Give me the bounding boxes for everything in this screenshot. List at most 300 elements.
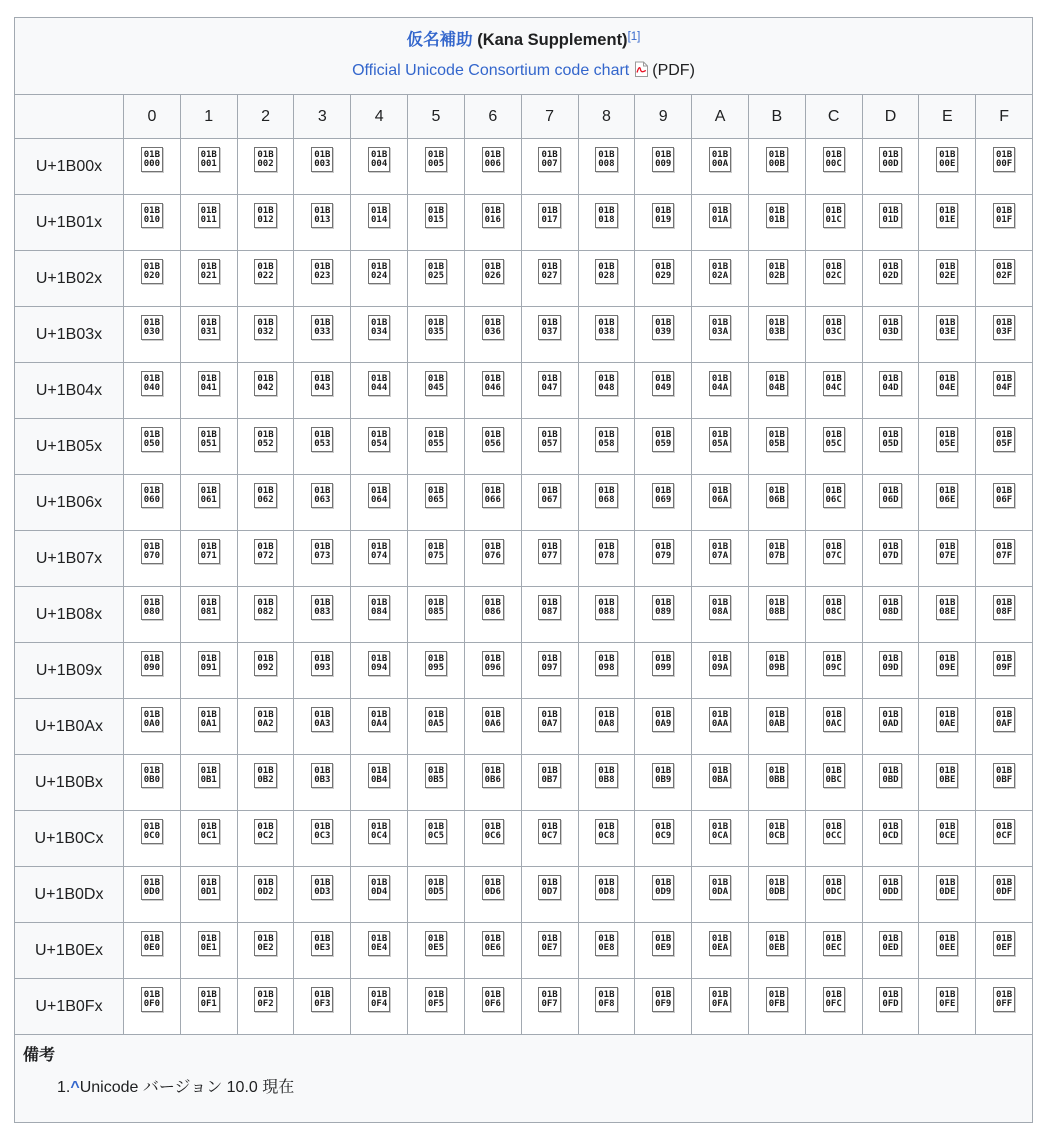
codepoint-cell — [692, 531, 749, 587]
codepoint-cell — [237, 363, 294, 419]
notdef-glyph-box: 01B 0D1 — [198, 875, 220, 900]
codepoint-cell — [862, 811, 919, 867]
codepoint-cell — [748, 531, 805, 587]
codepoint-cell — [294, 979, 351, 1035]
codepoint-cell — [578, 643, 635, 699]
codepoint-cell — [919, 643, 976, 699]
notdef-glyph-box: 01B 0CE — [936, 819, 958, 844]
notdef-glyph-box: 01B 06E — [936, 483, 958, 508]
chart-row — [15, 251, 1033, 307]
corner-cell — [15, 95, 124, 139]
notdef-glyph-box: 01B 0ED — [879, 931, 901, 956]
notdef-glyph-box: 01B 04D — [879, 371, 901, 396]
notdef-glyph-box: 01B 068 — [595, 483, 617, 508]
notdef-glyph-box: 01B 07E — [936, 539, 958, 564]
notdef-glyph-box: 01B 0EC — [823, 931, 845, 956]
notdef-glyph-box: 01B 0A9 — [652, 707, 674, 732]
notdef-glyph-box: 01B 0AB — [766, 707, 788, 732]
notdef-glyph-box: 01B 0FB — [766, 987, 788, 1012]
kana-supplement-link[interactable]: 仮名補助 — [406, 30, 473, 49]
codepoint-cell — [237, 475, 294, 531]
notdef-glyph-box: 01B 0C8 — [595, 819, 617, 844]
codepoint-cell — [976, 363, 1033, 419]
codepoint-cell — [692, 811, 749, 867]
notdef-glyph-box: 01B 03E — [936, 315, 958, 340]
codepoint-cell — [351, 195, 408, 251]
notdef-glyph-box: 01B 0C2 — [254, 819, 276, 844]
notdef-glyph-box: 01B 076 — [482, 539, 504, 564]
codepoint-cell — [692, 307, 749, 363]
codepoint-cell — [237, 867, 294, 923]
notdef-glyph-box: 01B 0CD — [879, 819, 901, 844]
codepoint-cell — [124, 755, 181, 811]
notdef-glyph-box: 01B 029 — [652, 259, 674, 284]
codepoint-cell — [464, 363, 521, 419]
notdef-glyph-box: 01B 0BF — [993, 763, 1015, 788]
notdef-glyph-box: 01B 05C — [823, 427, 845, 452]
codepoint-cell — [748, 251, 805, 307]
notdef-glyph-box: 01B 0E1 — [198, 931, 220, 956]
column-header-row — [15, 95, 1033, 139]
codepoint-cell — [635, 699, 692, 755]
notdef-glyph-box: 01B 025 — [425, 259, 447, 284]
codepoint-cell — [692, 363, 749, 419]
notdef-glyph-box: 01B 0DC — [823, 875, 845, 900]
notdef-glyph-box: 01B 0E8 — [595, 931, 617, 956]
chart-row — [15, 139, 1033, 195]
notdef-glyph-box: 01B 01A — [709, 203, 731, 228]
notdef-glyph-box: 01B 07A — [709, 539, 731, 564]
notdef-glyph-box: 01B 0CF — [993, 819, 1015, 844]
codepoint-cell — [578, 923, 635, 979]
codepoint-cell — [521, 867, 578, 923]
codepoint-cell — [919, 307, 976, 363]
codepoint-cell — [635, 195, 692, 251]
notdef-glyph-box: 01B 0B6 — [482, 763, 504, 788]
notdef-glyph-box: 01B 022 — [254, 259, 276, 284]
codepoint-cell — [351, 643, 408, 699]
notdef-glyph-box: 01B 0AF — [993, 707, 1015, 732]
codepoint-cell — [692, 755, 749, 811]
notdef-glyph-box: 01B 013 — [311, 203, 333, 228]
notdef-glyph-box: 01B 05A — [709, 427, 731, 452]
notdef-glyph-box: 01B 0EF — [993, 931, 1015, 956]
notdef-glyph-box: 01B 0C3 — [311, 819, 333, 844]
codepoint-cell — [976, 867, 1033, 923]
codepoint-cell — [692, 139, 749, 195]
codepoint-cell — [748, 587, 805, 643]
codepoint-cell — [748, 195, 805, 251]
codepoint-cell — [124, 419, 181, 475]
codepoint-cell — [408, 587, 465, 643]
codepoint-cell — [237, 195, 294, 251]
codepoint-cell — [408, 867, 465, 923]
notdef-glyph-box: 01B 07F — [993, 539, 1015, 564]
notdef-glyph-box: 01B 056 — [482, 427, 504, 452]
notdef-glyph-box: 01B 0D7 — [538, 875, 560, 900]
codepoint-cell — [521, 643, 578, 699]
codepoint-cell — [578, 139, 635, 195]
chart-row — [15, 419, 1033, 475]
notdef-glyph-box: 01B 08F — [993, 595, 1015, 620]
codepoint-cell — [976, 531, 1033, 587]
notdef-glyph-box: 01B 0F3 — [311, 987, 333, 1012]
codepoint-cell — [748, 755, 805, 811]
row-header: U+1B0Ex — [15, 923, 124, 979]
notdef-glyph-box: 01B 037 — [538, 315, 560, 340]
codepoint-cell — [237, 923, 294, 979]
notdef-glyph-box: 01B 079 — [652, 539, 674, 564]
title-row — [15, 18, 1033, 95]
notes-row — [15, 1035, 1033, 1123]
notdef-glyph-box: 01B 0F5 — [425, 987, 447, 1012]
codepoint-cell — [976, 475, 1033, 531]
notdef-glyph-box: 01B 081 — [198, 595, 220, 620]
notdef-glyph-box: 01B 0BA — [709, 763, 731, 788]
notdef-glyph-box: 01B 0E5 — [425, 931, 447, 956]
codepoint-cell — [237, 139, 294, 195]
notdef-glyph-box: 01B 0A6 — [482, 707, 504, 732]
codepoint-cell — [862, 251, 919, 307]
notdef-glyph-box: 01B 08E — [936, 595, 958, 620]
codepoint-cell — [521, 307, 578, 363]
notdef-glyph-box: 01B 080 — [141, 595, 163, 620]
codepoint-cell — [124, 475, 181, 531]
codepoint-cell — [748, 643, 805, 699]
notdef-glyph-box: 01B 0B5 — [425, 763, 447, 788]
notdef-glyph-box: 01B 09D — [879, 651, 901, 676]
official-code-chart-link[interactable]: Official Unicode Consortium code chart — [352, 61, 630, 79]
codepoint-cell — [578, 587, 635, 643]
notdef-glyph-box: 01B 05E — [936, 427, 958, 452]
codepoint-cell — [464, 307, 521, 363]
notdef-glyph-box: 01B 0B3 — [311, 763, 333, 788]
codepoint-cell — [862, 195, 919, 251]
notdef-glyph-box: 01B 00F — [993, 147, 1015, 172]
codepoint-cell — [124, 923, 181, 979]
notdef-glyph-box: 01B 069 — [652, 483, 674, 508]
codepoint-cell — [294, 419, 351, 475]
notdef-glyph-box: 01B 0B2 — [254, 763, 276, 788]
codepoint-cell — [748, 419, 805, 475]
codepoint-cell — [919, 251, 976, 307]
notdef-glyph-box: 01B 09A — [709, 651, 731, 676]
codepoint-cell — [805, 419, 862, 475]
notdef-glyph-box: 01B 0F4 — [368, 987, 390, 1012]
notdef-glyph-box: 01B 02F — [993, 259, 1015, 284]
codepoint-cell — [351, 755, 408, 811]
notdef-glyph-box: 01B 00D — [879, 147, 901, 172]
notdef-glyph-box: 01B 053 — [311, 427, 333, 452]
codepoint-cell — [862, 307, 919, 363]
notdef-glyph-box: 01B 0FF — [993, 987, 1015, 1012]
notdef-glyph-box: 01B 05B — [766, 427, 788, 452]
codepoint-cell — [521, 251, 578, 307]
codepoint-cell — [521, 195, 578, 251]
notdef-glyph-box: 01B 003 — [311, 147, 333, 172]
notdef-glyph-box: 01B 055 — [425, 427, 447, 452]
codepoint-cell — [976, 811, 1033, 867]
codepoint-cell — [521, 979, 578, 1035]
notdef-glyph-box: 01B 0FE — [936, 987, 958, 1012]
codepoint-cell — [635, 587, 692, 643]
notdef-glyph-box: 01B 031 — [198, 315, 220, 340]
notdef-glyph-box: 01B 093 — [311, 651, 333, 676]
codepoint-cell — [805, 811, 862, 867]
notdef-glyph-box: 01B 00C — [823, 147, 845, 172]
notdef-glyph-box: 01B 023 — [311, 259, 333, 284]
notdef-glyph-box: 01B 06F — [993, 483, 1015, 508]
codepoint-cell — [692, 699, 749, 755]
notdef-glyph-box: 01B 070 — [141, 539, 163, 564]
codepoint-cell — [748, 139, 805, 195]
notdef-glyph-box: 01B 03C — [823, 315, 845, 340]
notdef-glyph-box: 01B 000 — [141, 147, 163, 172]
notes-section — [15, 1035, 1033, 1123]
notdef-glyph-box: 01B 024 — [368, 259, 390, 284]
notdef-glyph-box: 01B 052 — [254, 427, 276, 452]
column-header-4: 4 — [351, 95, 408, 139]
notdef-glyph-box: 01B 01D — [879, 203, 901, 228]
notdef-glyph-box: 01B 03F — [993, 315, 1015, 340]
notdef-glyph-box: 01B 067 — [538, 483, 560, 508]
codepoint-cell — [635, 251, 692, 307]
codepoint-cell — [124, 531, 181, 587]
codepoint-cell — [919, 419, 976, 475]
footnote-ref-link[interactable]: [1] — [627, 30, 641, 43]
notdef-glyph-box: 01B 08C — [823, 595, 845, 620]
notdef-glyph-box: 01B 0F0 — [141, 987, 163, 1012]
codepoint-cell — [862, 867, 919, 923]
notdef-glyph-box: 01B 015 — [425, 203, 447, 228]
notdef-glyph-box: 01B 041 — [198, 371, 220, 396]
notdef-glyph-box: 01B 08B — [766, 595, 788, 620]
notdef-glyph-box: 01B 03B — [766, 315, 788, 340]
codepoint-cell — [408, 363, 465, 419]
notdef-glyph-box: 01B 020 — [141, 259, 163, 284]
codepoint-cell — [635, 419, 692, 475]
notdef-glyph-box: 01B 010 — [141, 203, 163, 228]
notdef-glyph-box: 01B 028 — [595, 259, 617, 284]
codepoint-cell — [464, 139, 521, 195]
notdef-glyph-box: 01B 0B8 — [595, 763, 617, 788]
codepoint-cell — [976, 195, 1033, 251]
notdef-glyph-box: 01B 0BE — [936, 763, 958, 788]
codepoint-cell — [180, 195, 237, 251]
codepoint-cell — [578, 251, 635, 307]
notdef-glyph-box: 01B 0EB — [766, 931, 788, 956]
codepoint-cell — [692, 195, 749, 251]
notdef-glyph-box: 01B 036 — [482, 315, 504, 340]
row-header: U+1B0Cx — [15, 811, 124, 867]
notdef-glyph-box: 01B 060 — [141, 483, 163, 508]
notdef-glyph-box: 01B 077 — [538, 539, 560, 564]
codepoint-cell — [521, 811, 578, 867]
codepoint-cell — [692, 923, 749, 979]
notdef-glyph-box: 01B 04B — [766, 371, 788, 396]
notdef-glyph-box: 01B 044 — [368, 371, 390, 396]
column-header-B: B — [748, 95, 805, 139]
notdef-glyph-box: 01B 0C5 — [425, 819, 447, 844]
notdef-glyph-box: 01B 0C4 — [368, 819, 390, 844]
pdf-icon[interactable] — [634, 59, 649, 89]
notdef-glyph-box: 01B 0E7 — [538, 931, 560, 956]
codepoint-cell — [464, 699, 521, 755]
notdef-glyph-box: 01B 0C6 — [482, 819, 504, 844]
codepoint-cell — [919, 363, 976, 419]
chart-row — [15, 867, 1033, 923]
codepoint-cell — [635, 363, 692, 419]
chart-title — [15, 24, 1032, 56]
codepoint-cell — [294, 587, 351, 643]
notdef-glyph-box: 01B 066 — [482, 483, 504, 508]
notdef-glyph-box: 01B 0D5 — [425, 875, 447, 900]
column-header-3: 3 — [294, 95, 351, 139]
notdef-glyph-box: 01B 01B — [766, 203, 788, 228]
chart-row — [15, 755, 1033, 811]
codepoint-cell — [805, 755, 862, 811]
codepoint-cell — [862, 531, 919, 587]
codepoint-cell — [976, 419, 1033, 475]
codepoint-cell — [976, 643, 1033, 699]
notdef-glyph-box: 01B 006 — [482, 147, 504, 172]
row-header: U+1B0Ax — [15, 699, 124, 755]
codepoint-cell — [294, 195, 351, 251]
codepoint-cell — [521, 699, 578, 755]
notdef-glyph-box: 01B 085 — [425, 595, 447, 620]
codepoint-cell — [805, 531, 862, 587]
codepoint-cell — [862, 587, 919, 643]
row-header: U+1B03x — [15, 307, 124, 363]
codepoint-cell — [748, 363, 805, 419]
notdef-glyph-box: 01B 050 — [141, 427, 163, 452]
column-header-F: F — [976, 95, 1033, 139]
notdef-glyph-box: 01B 059 — [652, 427, 674, 452]
notdef-glyph-box: 01B 035 — [425, 315, 447, 340]
codepoint-cell — [919, 923, 976, 979]
notdef-glyph-box: 01B 084 — [368, 595, 390, 620]
notdef-glyph-box: 01B 0A0 — [141, 707, 163, 732]
chart-row — [15, 531, 1033, 587]
notdef-glyph-box: 01B 0F6 — [482, 987, 504, 1012]
codepoint-cell — [692, 643, 749, 699]
codepoint-cell — [124, 139, 181, 195]
notdef-glyph-box: 01B 065 — [425, 483, 447, 508]
notdef-glyph-box: 01B 0DB — [766, 875, 788, 900]
codepoint-cell — [748, 811, 805, 867]
codepoint-cell — [351, 307, 408, 363]
codepoint-cell — [578, 475, 635, 531]
codepoint-cell — [692, 251, 749, 307]
notdef-glyph-box: 01B 072 — [254, 539, 276, 564]
notdef-glyph-box: 01B 099 — [652, 651, 674, 676]
codepoint-cell — [408, 531, 465, 587]
notdef-glyph-box: 01B 0D6 — [482, 875, 504, 900]
codepoint-cell — [862, 643, 919, 699]
codepoint-cell — [805, 587, 862, 643]
notdef-glyph-box: 01B 01E — [936, 203, 958, 228]
codepoint-cell — [237, 251, 294, 307]
notdef-glyph-box: 01B 0A8 — [595, 707, 617, 732]
notdef-glyph-box: 01B 0E2 — [254, 931, 276, 956]
codepoint-cell — [180, 643, 237, 699]
notdef-glyph-box: 01B 0D8 — [595, 875, 617, 900]
codepoint-cell — [351, 811, 408, 867]
notdef-glyph-box: 01B 0A5 — [425, 707, 447, 732]
notdef-glyph-box: 01B 0B0 — [141, 763, 163, 788]
kana-supplement-code-chart — [14, 17, 1033, 1123]
notdef-glyph-box: 01B 074 — [368, 539, 390, 564]
notdef-glyph-box: 01B 040 — [141, 371, 163, 396]
notdef-glyph-box: 01B 0DE — [936, 875, 958, 900]
column-header-9: 9 — [635, 95, 692, 139]
codepoint-cell — [521, 531, 578, 587]
codepoint-cell — [635, 867, 692, 923]
codepoint-cell — [124, 307, 181, 363]
notdef-glyph-box: 01B 00E — [936, 147, 958, 172]
notdef-glyph-box: 01B 002 — [254, 147, 276, 172]
codepoint-cell — [408, 923, 465, 979]
codepoint-cell — [464, 475, 521, 531]
notdef-glyph-box: 01B 06C — [823, 483, 845, 508]
codepoint-cell — [180, 979, 237, 1035]
codepoint-cell — [578, 867, 635, 923]
codepoint-cell — [862, 475, 919, 531]
notdef-glyph-box: 01B 082 — [254, 595, 276, 620]
notdef-glyph-box: 01B 009 — [652, 147, 674, 172]
notdef-glyph-box: 01B 087 — [538, 595, 560, 620]
codepoint-cell — [408, 811, 465, 867]
notdef-glyph-box: 01B 0B1 — [198, 763, 220, 788]
notdef-glyph-box: 01B 021 — [198, 259, 220, 284]
notdef-glyph-box: 01B 089 — [652, 595, 674, 620]
codepoint-cell — [521, 139, 578, 195]
chart-row — [15, 979, 1033, 1035]
notdef-glyph-box: 01B 0CB — [766, 819, 788, 844]
codepoint-cell — [748, 699, 805, 755]
codepoint-cell — [635, 475, 692, 531]
notdef-glyph-box: 01B 007 — [538, 147, 560, 172]
notdef-glyph-box: 01B 0BC — [823, 763, 845, 788]
codepoint-cell — [180, 307, 237, 363]
codepoint-cell — [351, 419, 408, 475]
notdef-glyph-box: 01B 09C — [823, 651, 845, 676]
codepoint-cell — [408, 979, 465, 1035]
codepoint-cell — [692, 979, 749, 1035]
notdef-glyph-box: 01B 061 — [198, 483, 220, 508]
column-header-1: 1 — [180, 95, 237, 139]
codepoint-cell — [919, 475, 976, 531]
pdf-label: (PDF) — [652, 61, 695, 79]
notdef-glyph-box: 01B 04E — [936, 371, 958, 396]
notdef-glyph-box: 01B 094 — [368, 651, 390, 676]
notdef-glyph-box: 01B 0E0 — [141, 931, 163, 956]
codepoint-cell — [521, 587, 578, 643]
column-header-2: 2 — [237, 95, 294, 139]
codepoint-cell — [521, 755, 578, 811]
codepoint-cell — [294, 923, 351, 979]
codepoint-cell — [748, 867, 805, 923]
codepoint-cell — [692, 475, 749, 531]
codepoint-cell — [124, 363, 181, 419]
notdef-glyph-box: 01B 0BB — [766, 763, 788, 788]
footnote-backlink[interactable]: ^ — [70, 1079, 80, 1096]
notdef-glyph-box: 01B 096 — [482, 651, 504, 676]
notdef-glyph-box: 01B 032 — [254, 315, 276, 340]
notdef-glyph-box: 01B 0D9 — [652, 875, 674, 900]
notdef-glyph-box: 01B 018 — [595, 203, 617, 228]
notdef-glyph-box: 01B 06D — [879, 483, 901, 508]
